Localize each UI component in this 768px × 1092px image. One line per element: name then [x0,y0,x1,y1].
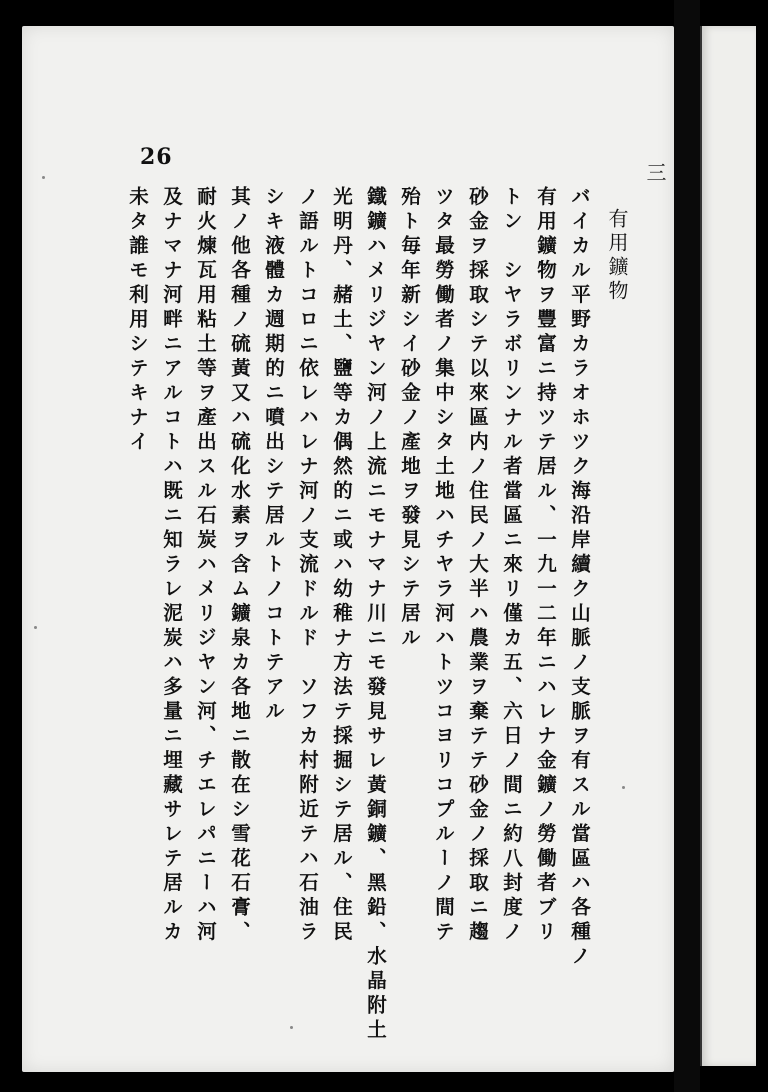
section-number: 三 [643,162,667,185]
text-line: バイカル平野カラオホツク海沿岸續ク山脈ノ支脈ヲ有スル當區ハ各種ノ [568,186,591,970]
book-gutter [674,0,700,1092]
text-line: 光明丹、赭土、鹽等カ偶然的ニ或ハ幼稚ナ方法テ採掘シテ居ル、住民 [330,186,353,946]
adjacent-page-edge [700,26,756,1066]
paper-speck [42,176,45,179]
page-number: 26 [140,144,173,170]
book-page [22,26,674,1072]
vertical-text-block [126,162,672,1044]
text-line: 鐵鑛ハメリジヤン河ノ上流ニモナマナ川ニモ發見サレ黃銅鑛、黑鉛、水晶附土 [364,186,387,1044]
text-line: ツタ最勞働者ノ集中シタ土地ハチヤラ河ハトツコヨリコプルーノ間テ [432,186,455,946]
text-line: 未タ誰モ利用シテキナイ [126,186,149,456]
paper-speck [34,626,37,629]
text-line: ノ語ルトコロニ依レハレナ河ノ支流ドルド ソフカ村附近テハ石油ラ [296,186,319,946]
text-line: 其ノ他各種ノ硫黃又ハ硫化水素ヲ含ム鑛泉カ各地ニ散在シ雪花石膏、 [228,186,251,946]
text-line: 耐火煉瓦用粘土等ヲ產出スル石炭ハメリジヤン河、チエレパニーハ河 [194,186,217,946]
text-line: 及ナマナ河畔ニアルコトハ既ニ知ラレ泥炭ハ多量ニ埋藏サレテ居ルカ [160,186,183,946]
text-line: 砂金ヲ採取シテ以來區内ノ住民ノ大半ハ農業ヲ棄テテ砂金ノ採取ニ趨 [466,186,489,946]
paper-speck [622,786,625,789]
body-text [120,162,596,1046]
text-line: 殆ト毎年新シイ砂金ノ產地ヲ發見シテ居ル [398,186,421,652]
text-line: シキ液體カ週期的ニ噴出シテ居ルトノコトテアル [262,186,285,725]
paper-speck [290,1026,293,1029]
text-line: 有用鑛物ヲ豐富ニ持ツテ居ル、一九一二年ニハレナ金鑛ノ勞働者ブリ [534,186,557,946]
section-heading: 有用鑛物 [605,208,629,304]
text-line: トン シヤラボリンナル者當區ニ來リ僅カ五、六日ノ間ニ約八封度ノ [500,186,523,946]
